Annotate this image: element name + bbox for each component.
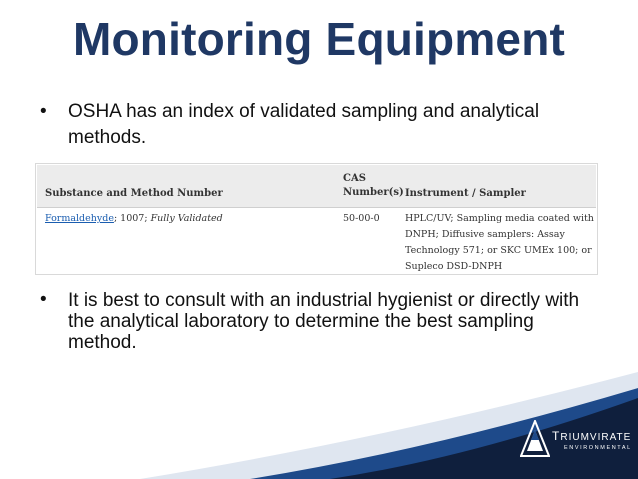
bullet-text: OSHA has an index of validated sampling and analytical methods. (68, 101, 540, 148)
header-cas-line2: Number(s) (343, 187, 404, 198)
bullet-dot: • (40, 101, 47, 122)
validation-status: Fully Validated (150, 213, 223, 224)
cell-substance (45, 211, 223, 227)
cell-cas-number: 50-00-0 (343, 213, 380, 224)
bullet-item (40, 99, 540, 151)
method-number: ; 1007; (113, 213, 151, 224)
osha-methods-table (35, 163, 598, 275)
bullet-text: It is best to consult with an industrial hygienist or directly with the analytical laboratory to determine the best sampling method. (68, 290, 580, 353)
header-cas (343, 172, 404, 200)
triumvirate-logo (520, 418, 630, 468)
triangle-mountain-icon (520, 420, 550, 458)
header-substance: Substance and Method Number (45, 188, 223, 199)
bullet-item (40, 290, 605, 353)
formaldehyde-link[interactable]: Formaldehyde (45, 213, 114, 224)
logo-subtitle: ENVIRONMENTAL (564, 445, 632, 451)
slide-title: Monitoring Equipment (72, 13, 566, 65)
logo-name-rest: RIUMVIRATE (560, 432, 632, 443)
logo-wordmark (552, 429, 631, 443)
header-cas-line1: CAS (343, 173, 366, 184)
cell-instrument: HPLC/UV; Sampling media coated with DNPH; Diffusive samplers: Assay Technology 571; or SKC UMEx 100; or Supleco DSD-DNPH (405, 213, 594, 272)
bullet-dot: • (40, 289, 47, 310)
logo-initial: T (552, 429, 561, 443)
header-instrument: Instrument / Sampler (405, 188, 526, 199)
table-header-row (37, 165, 596, 208)
